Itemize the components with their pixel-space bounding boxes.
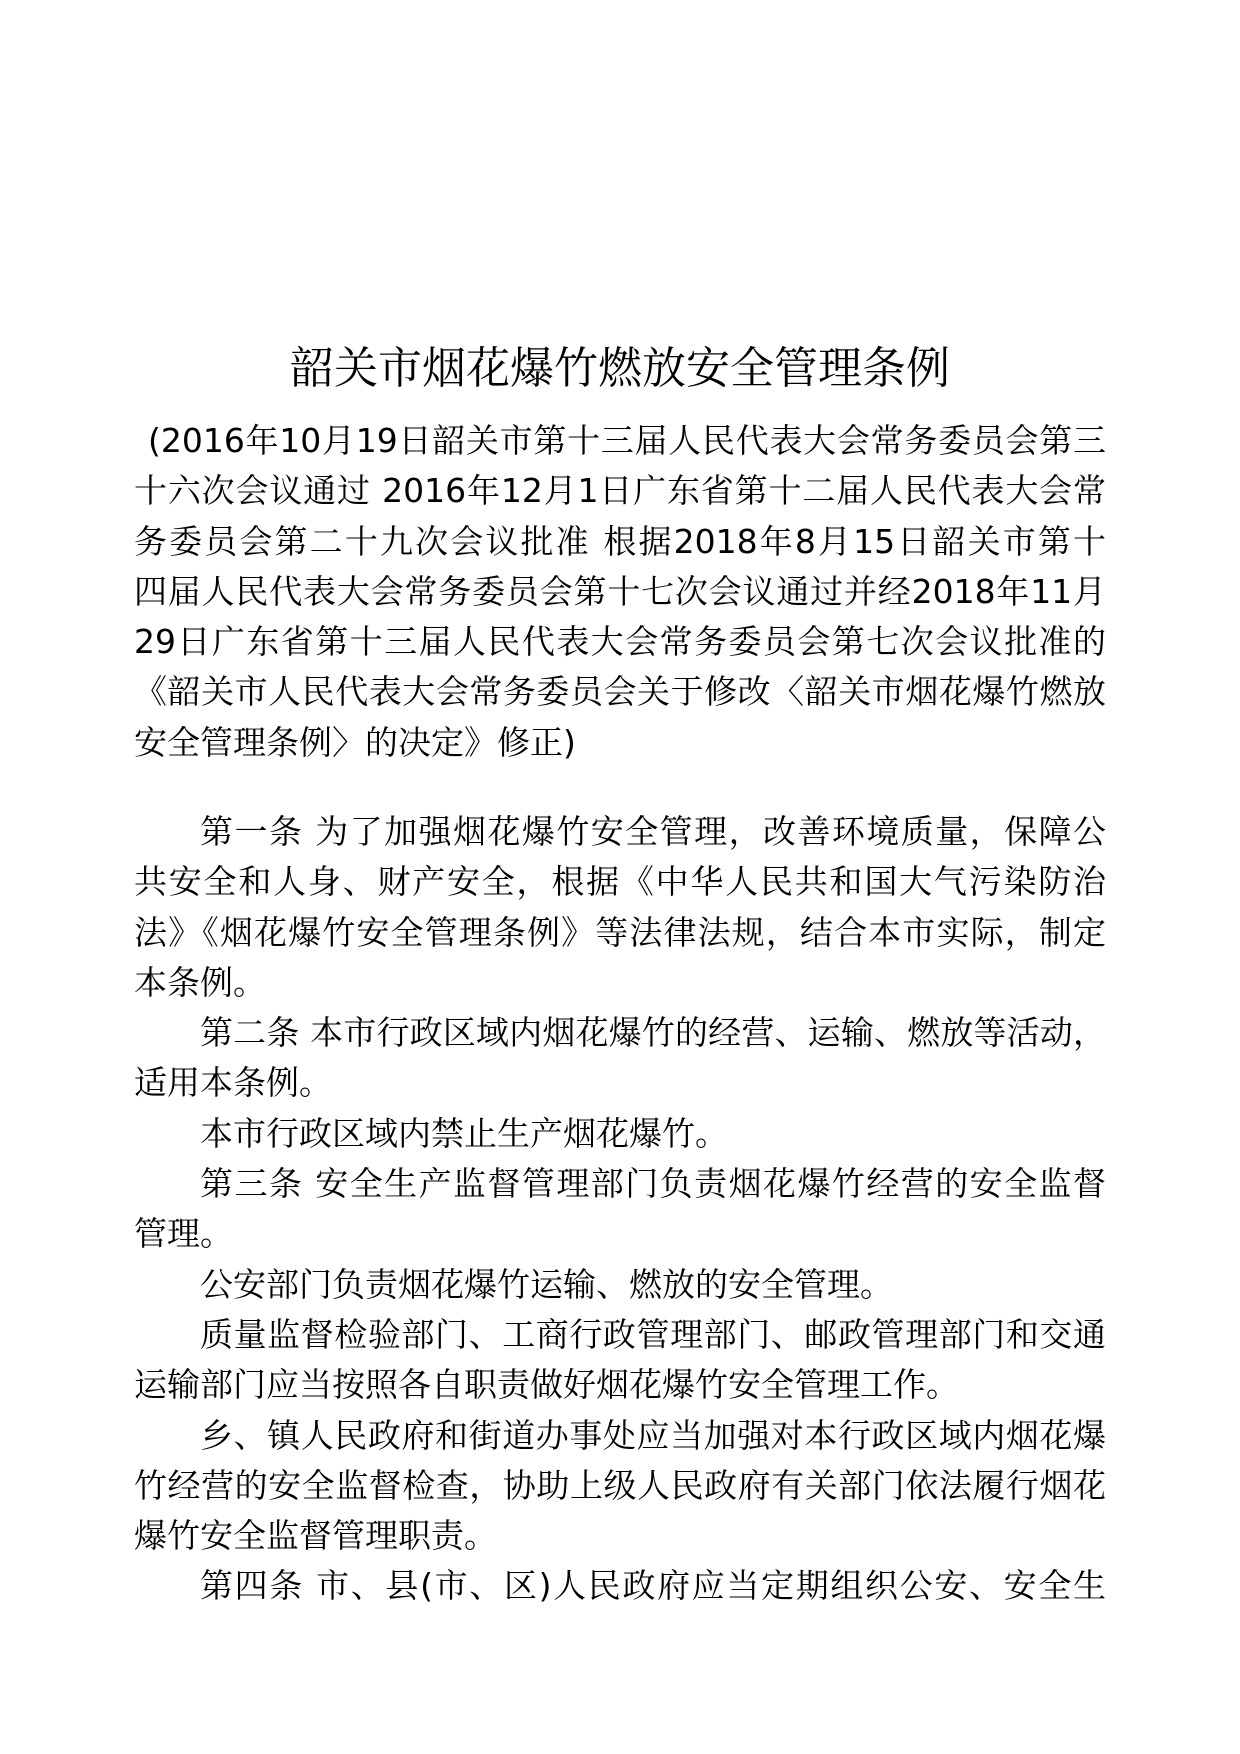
article-4-line: 第四条 市、县(市、区)人民政府应当定期组织公安、安全生 — [200, 1566, 1106, 1606]
preamble — [134, 416, 1106, 768]
article-3-paragraph: 竹经营的安全监督检查，协助上级人民政府有关部门依法履行烟花 — [134, 1465, 1106, 1505]
preamble-line: 十六次会议通过 2016年12月1日广东省第十二届人民代表大会常 — [134, 471, 1106, 511]
article-2-line: 适用本条例。 — [134, 1063, 332, 1103]
document-body — [134, 807, 1106, 1612]
article-3-paragraph: 公安部门负责烟花爆竹运输、燃放的安全管理。 — [200, 1264, 893, 1304]
article-2-line: 第二条 本市行政区域内烟花爆竹的经营、运输、燃放等活动， — [200, 1013, 1106, 1053]
article-2-paragraph: 本市行政区域内禁止生产烟花爆竹。 — [200, 1113, 728, 1153]
document-title: 韶关市烟花爆竹燃放安全管理条例 — [290, 343, 950, 394]
article-3-paragraph: 乡、镇人民政府和街道办事处应当加强对本行政区域内烟花爆 — [200, 1415, 1106, 1455]
article-3-line: 第三条 安全生产监督管理部门负责烟花爆竹经营的安全监督 — [200, 1164, 1106, 1204]
preamble-line: 安全管理条例〉的决定》修正) — [134, 722, 576, 762]
article-3-paragraph: 运输部门应当按照各自职责做好烟花爆竹安全管理工作。 — [134, 1365, 959, 1405]
preamble-line: (2016年10月19日韶关市第十三届人民代表大会常务委员会第三 — [148, 421, 1106, 460]
article-3-paragraph: 质量监督检验部门、工商行政管理部门、邮政管理部门和交通 — [200, 1314, 1106, 1354]
preamble-line: 《韶关市人民代表大会常务委员会关于修改〈韶关市烟花爆竹燃放 — [134, 672, 1106, 712]
preamble-line: 29日广东省第十三届人民代表大会常务委员会第七次会议批准的 — [134, 622, 1106, 662]
preamble-line: 务委员会第二十九次会议批准 根据2018年8月15日韶关市第十 — [134, 521, 1106, 561]
article-1-line: 共安全和人身、财产安全，根据《中华人民共和国大气污染防治 — [134, 862, 1106, 902]
preamble-line: 四届人民代表大会常务委员会第十七次会议通过并经2018年11月 — [134, 571, 1106, 611]
article-3-line: 管理。 — [134, 1214, 233, 1254]
article-1-line: 第一条 为了加强烟花爆竹安全管理，改善环境质量，保障公 — [200, 812, 1106, 851]
article-1-line: 法》《烟花爆竹安全管理条例》等法律法规，结合本市实际，制定 — [134, 912, 1106, 952]
article-1-line: 本条例。 — [134, 962, 266, 1002]
article-3-paragraph: 爆竹安全监督管理职责。 — [134, 1516, 497, 1556]
